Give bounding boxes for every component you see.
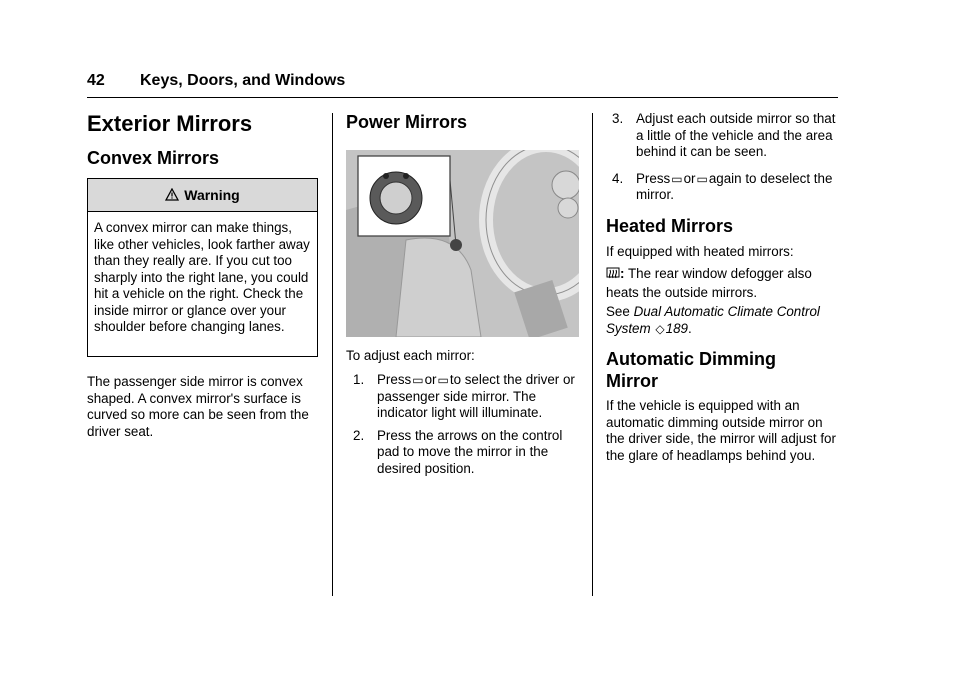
adjust-intro: To adjust each mirror: xyxy=(346,348,475,363)
right-mirror-icon: ▭ xyxy=(437,373,449,387)
defog-description: : The rear window defogger also heats the outside mirrors. xyxy=(606,266,812,300)
left-mirror-icon: ▭ xyxy=(412,373,424,387)
power-mirror-steps-cont xyxy=(612,111,842,210)
list-item: 1. Press▭or▭to select the driver or passenger side mirror. The indicator light will illuminate. xyxy=(353,372,575,420)
page-ref-icon: ◇ xyxy=(655,321,665,336)
auto-dim-text: If the vehicle is equipped with an automatic dimming outside mirror on the driver side, the mirror will adjust for the glare of headlamps behind you. xyxy=(606,398,836,463)
warning-label: Warning xyxy=(184,187,240,203)
warning-header xyxy=(88,179,317,212)
warning-text: A convex mirror can make things, like other vehicles, look farther away than they really are. If you cut too sharply into the right lane, you could hit a vehicle on the right. Check the inside mirror or glance over your shoulder before changing lanes. xyxy=(94,220,310,334)
right-mirror-icon: ▭ xyxy=(696,171,708,186)
rear-defog-icon xyxy=(606,267,620,285)
heated-mirrors-title: Heated Mirrors xyxy=(606,216,734,236)
section-title: Keys, Doors, and Windows xyxy=(140,72,346,89)
list-item: 2. Press the arrows on the control pad to move the mirror in the desired position. xyxy=(353,427,563,476)
see-reference: See Dual Automatic Climate Control System ◇189. xyxy=(606,304,820,336)
power-mirrors-title: Power Mirrors xyxy=(346,112,468,132)
power-mirror-steps xyxy=(353,372,583,483)
list-item: 4. Press▭or▭again to deselect the mirror. xyxy=(612,170,833,202)
exterior-mirrors-title: Exterior Mirrors xyxy=(87,111,253,136)
auto-dim-title-line1: Automatic Dimming xyxy=(606,349,777,369)
header-rule xyxy=(87,97,838,98)
column-divider-2 xyxy=(592,113,593,596)
list-item: 3. Adjust each outside mirror so that a little of the vehicle and the area behind it can be seen. xyxy=(612,111,836,159)
page-ref[interactable]: 189 xyxy=(665,320,688,336)
convex-mirrors-title: Convex Mirrors xyxy=(87,148,220,168)
heated-intro: If equipped with heated mirrors: xyxy=(606,244,794,259)
column-divider-1 xyxy=(332,113,333,596)
warning-box xyxy=(87,178,318,357)
convex-paragraph: The passenger side mirror is convex shaped. A convex mirror's surface is curved so more can be seen from the driver seat. xyxy=(87,374,309,439)
page-number: 42 xyxy=(87,72,105,89)
warning-triangle-icon xyxy=(165,180,179,212)
auto-dim-title-line2: Mirror xyxy=(606,371,659,391)
left-mirror-icon: ▭ xyxy=(671,171,683,186)
power-mirror-control-illustration xyxy=(346,150,579,337)
climate-control-link[interactable]: Dual Automatic Climate Control System xyxy=(606,304,820,336)
